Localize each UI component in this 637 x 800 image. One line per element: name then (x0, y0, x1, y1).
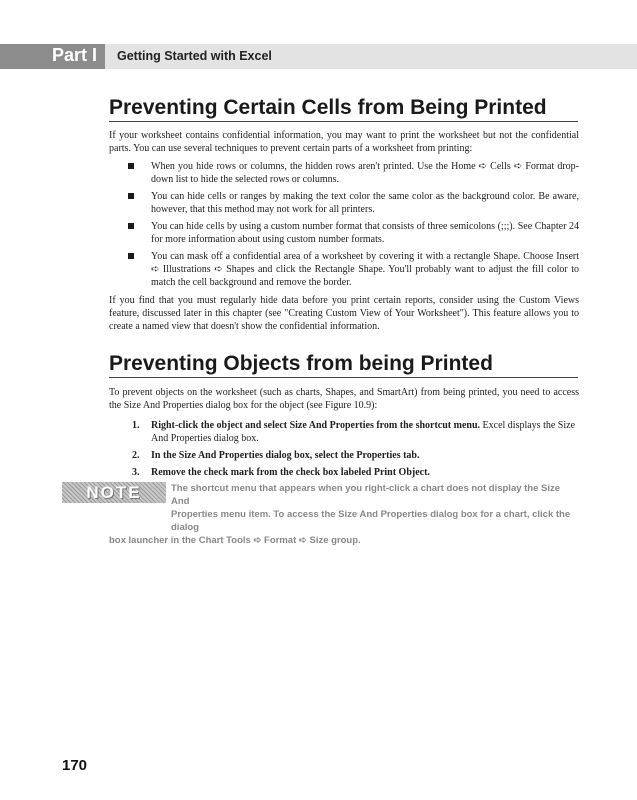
step-number: 1. (132, 420, 140, 431)
part-tab (0, 44, 105, 69)
step-number: 3. (132, 467, 140, 478)
bullet-square (128, 193, 134, 199)
list-item (109, 160, 579, 186)
bullet-text: You can hide cells by using a custom number format that consists of three semicolons (;;;). See Chapter 24 for more information about using custom number formats. (151, 221, 579, 245)
step-number: 2. (132, 450, 140, 461)
part-label: Part I (51, 45, 97, 65)
note-line: The shortcut menu that appears when you right-click a chart does not display the Size And (171, 483, 561, 507)
step-list (109, 419, 579, 483)
note-text (109, 482, 577, 547)
section-heading-objects: Preventing Objects from being Printed (109, 352, 578, 378)
bullet-square (128, 253, 134, 259)
list-item (109, 466, 579, 479)
step-instruction: In the Size And Properties dialog box, select the Properties tab. (151, 450, 420, 461)
bullet-list (109, 160, 579, 293)
note-label: NOTE (86, 483, 142, 502)
section2-intro: To prevent objects on the worksheet (such as charts, Shapes, and SmartArt) from being printed, you need to access the Size And Properties dialog box for the object (see Figure 10.9): (109, 387, 579, 411)
list-item (109, 419, 579, 445)
list-item (109, 190, 579, 216)
bullet-text: You can hide cells or ranges by making the text color the same color as the background color. Be aware, however, that this method may not work for all printers. (151, 191, 579, 215)
note-line: Properties menu item. To access the Size And Properties dialog box for a chart, click the dialog (171, 509, 571, 533)
list-item (109, 449, 579, 462)
step-detail: Excel displays the Size And Properties dialog box. (151, 420, 576, 444)
step-instruction: Remove the check mark from the check box labeled Print Object. (151, 467, 430, 478)
section1-closing: If you find that you must regularly hide data before you print certain reports, consider using the Custom Views feature, discussed later in this chapter (see "Creating Custom View of Your Worksheet"). This feature allows you to create a named view that doesn't show the confidential information. (109, 295, 579, 332)
list-item (109, 250, 579, 289)
step-instruction: Right-click the object and select Size And Properties from the shortcut menu. (151, 420, 481, 431)
section-heading-cells: Preventing Certain Cells from Being Printed (109, 96, 578, 122)
bullet-square (128, 223, 134, 229)
page-number: 170 (62, 757, 88, 774)
note-line: box launcher in the Chart Tools ➪ Format ➪ Size group. (109, 535, 361, 546)
bullet-square (128, 163, 134, 169)
section1-intro: If your worksheet contains confidential information, you may want to print the worksheet but not the confidential parts. You can use several techniques to prevent certain parts of a worksheet from printing: (109, 130, 579, 154)
bullet-text: When you hide rows or columns, the hidden rows aren't printed. Use the Home ➪ Cells ➪ Format drop-down list to hide the selected rows or columns. (151, 161, 579, 185)
bullet-text: You can mask off a confidential area of a worksheet by covering it with a rectangle Shape. Choose Insert ➪ Illustrations ➪ Shapes and click the Rectangle Shape. You'll probably want to adjust the fill color to match the cell background and remove the border. (151, 251, 579, 288)
chapter-title: Getting Started with Excel (117, 49, 272, 63)
list-item (109, 220, 579, 246)
